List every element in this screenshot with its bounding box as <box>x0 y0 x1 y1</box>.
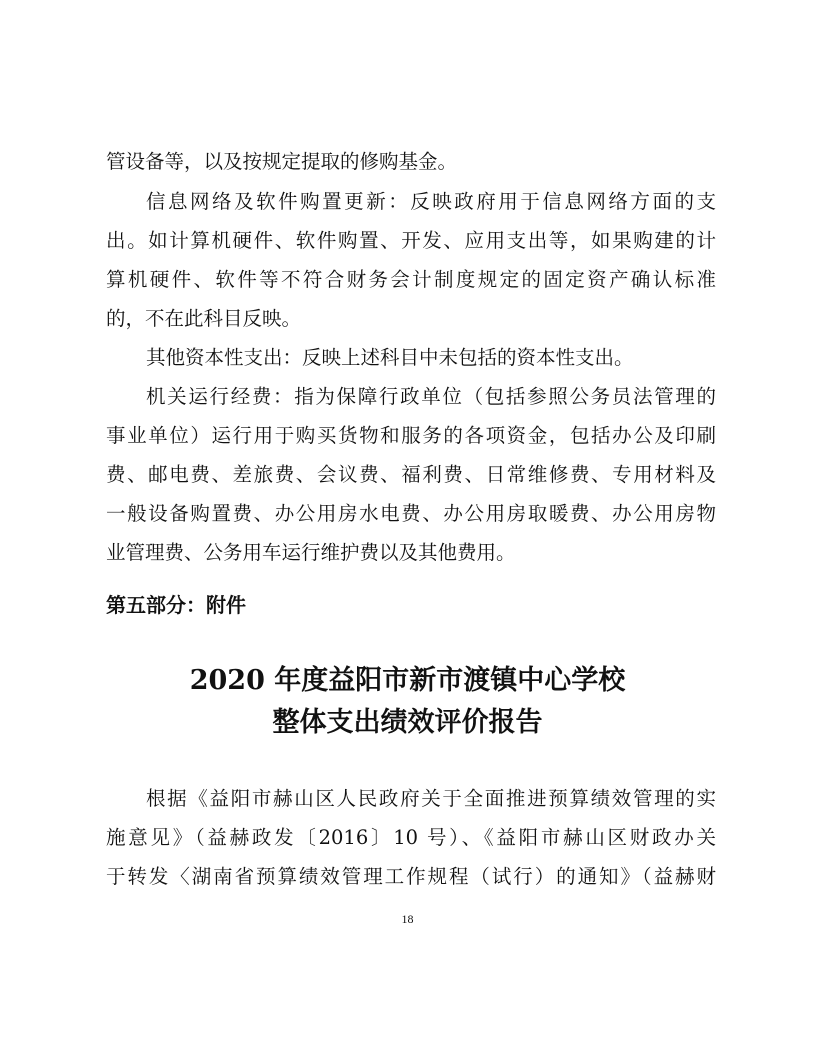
paragraph-line: 其他资本性支出：反映上述科目中未包括的资本性支出。 <box>146 346 634 369</box>
report-title-line-2: 整体支出绩效评价报告 <box>272 707 543 738</box>
paragraph-line: 管设备等，以及按规定提取的修购基金。 <box>106 150 458 173</box>
paragraph-line: 算机硬件、软件等不符合财务会计制度规定的固定资产确认标准 <box>106 268 716 291</box>
paragraph-line: 出。如计算机硬件、软件购置、开发、应用支出等，如果购建的计 <box>106 229 716 252</box>
paragraph-line: 业管理费、公务用车运行维护费以及其他费用。 <box>106 541 516 564</box>
paragraph-line: 费、邮电费、差旅费、会议费、福利费、日常维修费、专用材料及 <box>106 463 716 486</box>
paragraph-line: 一般设备购置费、办公用房水电费、办公用房取暖费、办公用房物 <box>106 502 716 525</box>
paragraph-line: 信息网络及软件购置更新：反映政府用于信息网络方面的支 <box>146 190 716 213</box>
page-number: 18 <box>401 912 414 926</box>
report-title-line-1: 2020 年度益阳市新市渡镇中心学校 <box>189 665 626 696</box>
section-heading: 第五部分：附件 <box>106 593 246 617</box>
body-line: 根据《益阳市赫山区人民政府关于全面推进预算绩效管理的实 <box>146 787 716 810</box>
body-line: 施意见》（益赫政发〔2016〕10 号）、《益阳市赫山区财政办关 <box>106 826 716 849</box>
paragraph-line: 机关运行经费：指为保障行政单位（包括参照公务员法管理的 <box>146 385 716 408</box>
body-line: 于转发〈湖南省预算绩效管理工作规程（试行）的通知》（益赫财 <box>106 865 716 888</box>
paragraph-line: 事业单位）运行用于购买货物和服务的各项资金，包括办公及印刷 <box>106 424 716 447</box>
paragraph-line: 的，不在此科目反映。 <box>106 307 302 330</box>
